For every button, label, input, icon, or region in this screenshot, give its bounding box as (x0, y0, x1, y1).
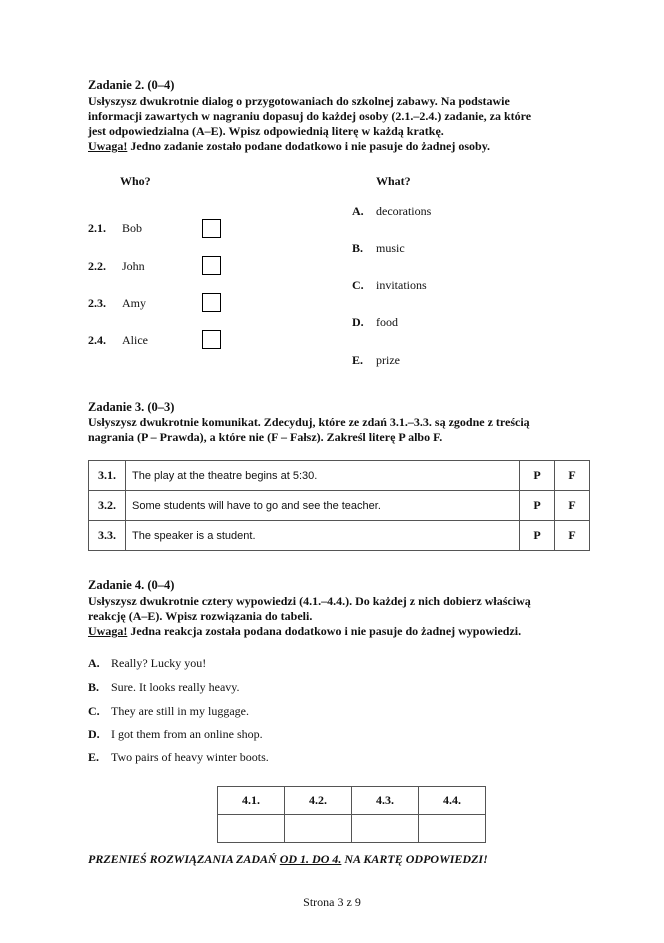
answer-cell-4-3[interactable] (352, 815, 419, 843)
who-heading: Who? (120, 174, 151, 188)
task2-title: Zadanie 2. (0–4) (88, 78, 175, 92)
task4-title: Zadanie 4. (0–4) (88, 578, 175, 592)
task3-title: Zadanie 3. (0–3) (88, 400, 175, 414)
reaction-text: Really? Lucky you! (111, 656, 207, 670)
task2-note (88, 139, 604, 154)
person-number: 2.1. (88, 221, 106, 235)
answer-box-2-2[interactable] (202, 256, 221, 275)
answer-header: 4.1. (218, 787, 285, 815)
person-number: 2.2. (88, 259, 106, 273)
answer-header: 4.4. (419, 787, 486, 815)
option-f[interactable]: F (555, 461, 590, 491)
answer-box-2-3[interactable] (202, 293, 221, 312)
person-name: John (122, 259, 145, 273)
task3-instructions (88, 415, 604, 445)
option-text: decorations (376, 204, 432, 218)
table-row (218, 815, 486, 843)
transfer-text-2: OD 1. DO 4. (279, 852, 342, 866)
reaction-letter: C. (88, 704, 100, 718)
statement-text: Some students will have to go and see the teacher. (126, 491, 520, 521)
option-p[interactable]: P (520, 521, 555, 551)
task3-instr-line1: Usłyszysz dwukrotnie komunikat. Zdecyduj, które ze zdań 3.1.–3.3. są zgodne z treścią (88, 415, 530, 429)
answer-cell-4-2[interactable] (285, 815, 352, 843)
task4-note-label: Uwaga! (88, 624, 128, 638)
person-name: Bob (122, 221, 143, 235)
reaction-text: Two pairs of heavy winter boots. (111, 750, 269, 764)
answer-header: 4.2. (285, 787, 352, 815)
option-p[interactable]: P (520, 461, 555, 491)
answer-table (217, 786, 486, 843)
task4-note-text: Jedna reakcja została podana dodatkowo i nie pasuje do żadnej wypowiedzi. (127, 624, 522, 638)
statement-text: The speaker is a student. (126, 521, 520, 551)
option-letter: E. (352, 353, 364, 367)
statement-number: 3.2. (89, 491, 126, 521)
task2-note-text: Jedno zadanie zostało podane dodatkowo i nie pasuje do żadnej osoby. (127, 139, 491, 153)
transfer-notice (88, 852, 488, 867)
task4-note (88, 624, 604, 639)
task4-instr-line2: reakcję (A–E). Wpisz rozwiązania do tabeli. (88, 609, 313, 623)
option-f[interactable]: F (555, 491, 590, 521)
statement-number: 3.3. (89, 521, 126, 551)
task4-instructions (88, 594, 604, 639)
task2-instructions (88, 94, 604, 154)
what-heading: What? (376, 174, 411, 188)
answer-header: 4.3. (352, 787, 419, 815)
answer-box-2-1[interactable] (202, 219, 221, 238)
option-text: food (376, 315, 398, 329)
task2-instr-line3: jest odpowiedzialna (A–E). Wpisz odpowiednią literę w każdą kratkę. (88, 124, 444, 138)
option-letter: D. (352, 315, 364, 329)
table-row (218, 787, 486, 815)
person-name: Alice (122, 333, 148, 347)
option-p[interactable]: P (520, 491, 555, 521)
answer-box-2-4[interactable] (202, 330, 221, 349)
option-letter: A. (352, 204, 364, 218)
reaction-letter: E. (88, 750, 100, 764)
transfer-text-1: PRZENIEŚ ROZWIĄZANIA ZADAŃ (88, 852, 280, 866)
reaction-letter: A. (88, 656, 100, 670)
option-text: prize (376, 353, 400, 367)
answer-cell-4-1[interactable] (218, 815, 285, 843)
option-letter: C. (352, 278, 364, 292)
transfer-text-3: NA KARTĘ ODPOWIEDZI! (341, 852, 488, 866)
reaction-text: Sure. It looks really heavy. (111, 680, 240, 694)
table-row (89, 461, 590, 491)
task4-instr-line1: Usłyszysz dwukrotnie cztery wypowiedzi (4.1.–4.4.). Do każdej z nich dobierz właściwą (88, 594, 531, 608)
task2-instr-line2: informacji zawartych w nagraniu dopasuj do każdej osoby (2.1.–2.4.) zadanie, za które (88, 109, 532, 123)
person-number: 2.3. (88, 296, 106, 310)
option-f[interactable]: F (555, 521, 590, 551)
person-number: 2.4. (88, 333, 106, 347)
task3-instr-line2: nagrania (P – Prawda), a które nie (F – Fałsz). Zakreśl literę P albo F. (88, 430, 443, 444)
reaction-text: I got them from an online shop. (111, 727, 263, 741)
reaction-text: They are still in my luggage. (111, 704, 249, 718)
table-row (89, 491, 590, 521)
page-number: Strona 3 z 9 (303, 895, 361, 909)
option-text: music (376, 241, 405, 255)
task2-instr-line1: Usłyszysz dwukrotnie dialog o przygotowaniach do szkolnej zabawy. Na podstawie (88, 94, 510, 108)
option-text: invitations (376, 278, 427, 292)
table-row (89, 521, 590, 551)
person-name: Amy (122, 296, 146, 310)
task2-note-label: Uwaga! (88, 139, 128, 153)
statement-text: The play at the theatre begins at 5:30. (126, 461, 520, 491)
statement-number: 3.1. (89, 461, 126, 491)
option-letter: B. (352, 241, 364, 255)
reaction-letter: B. (88, 680, 100, 694)
answer-cell-4-4[interactable] (419, 815, 486, 843)
true-false-table (88, 460, 590, 551)
reaction-letter: D. (88, 727, 100, 741)
